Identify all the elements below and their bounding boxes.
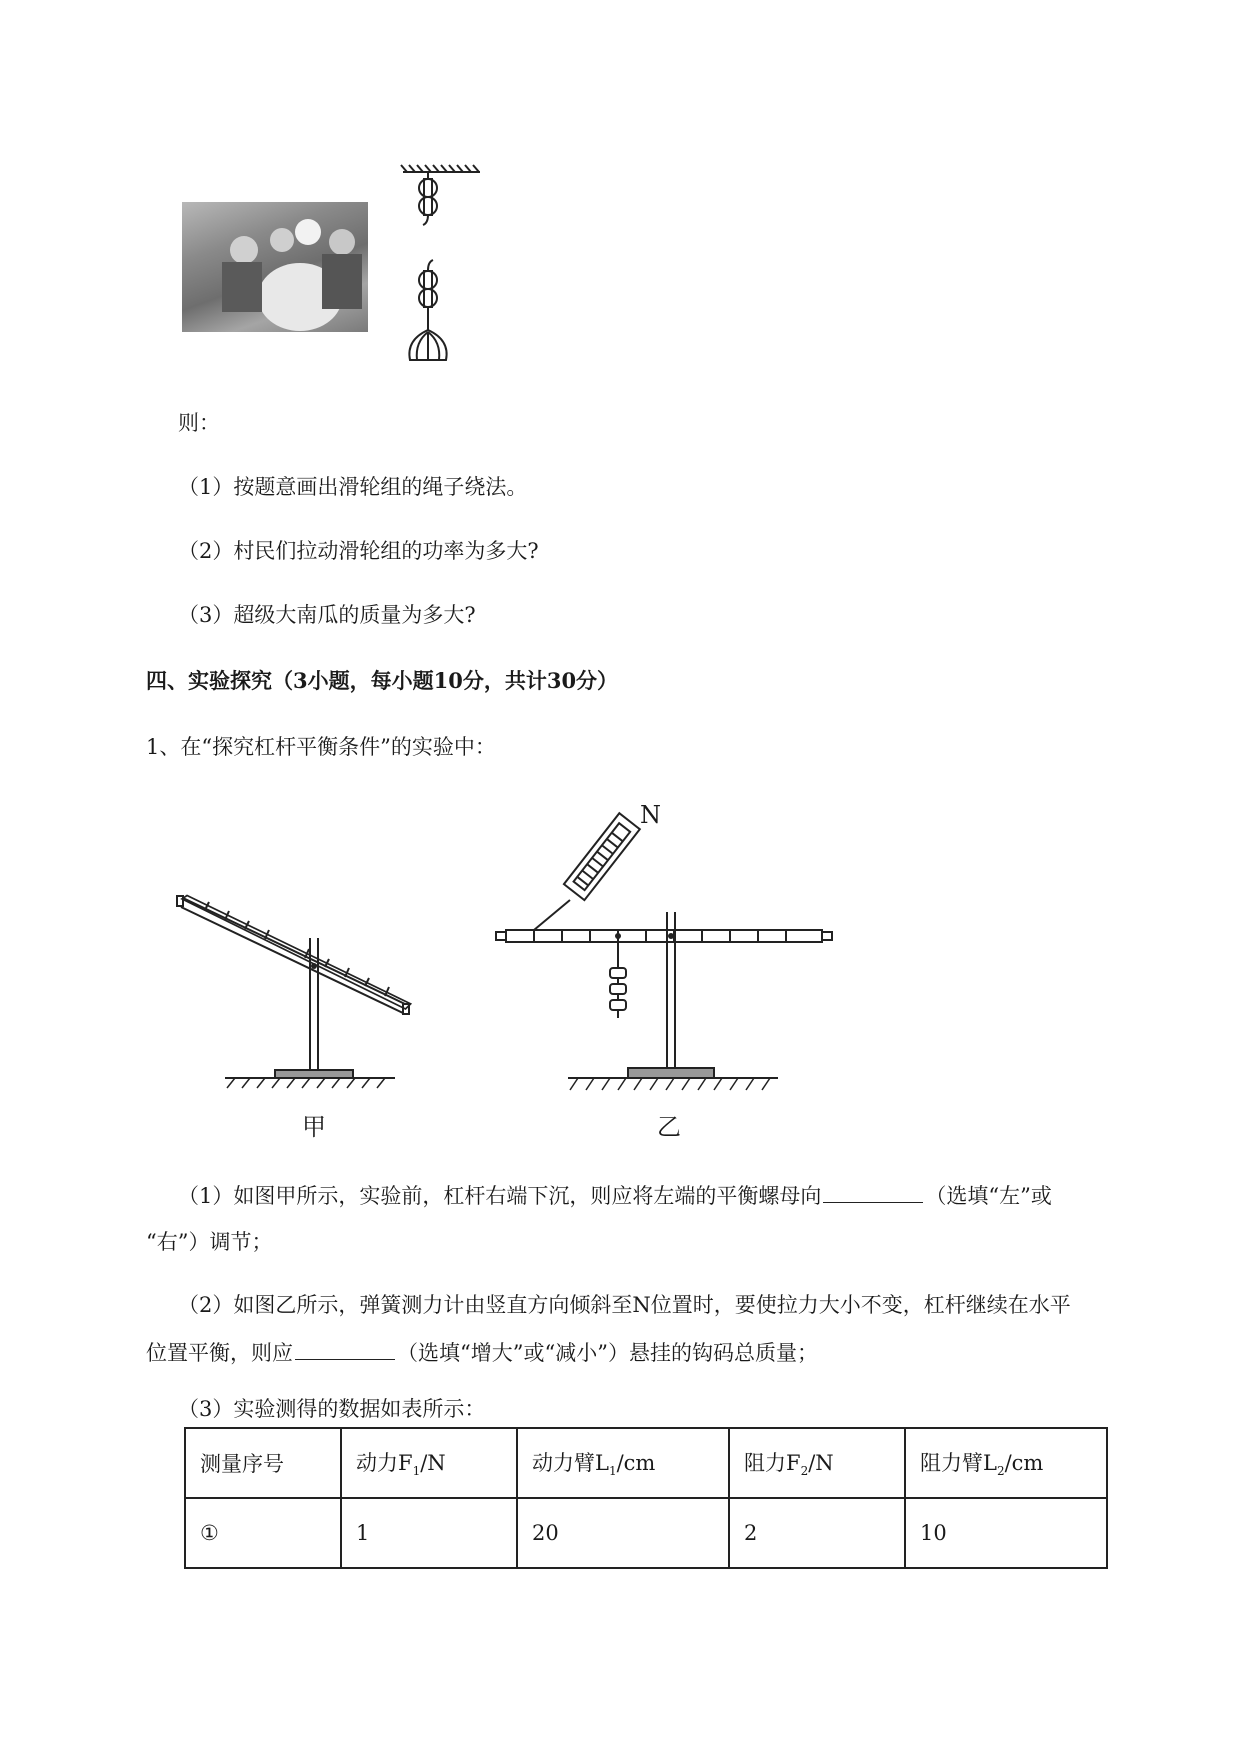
header-cell: 动力臂$L_1/cm$ <box>517 1428 729 1498</box>
header-cell: 阻力臂$L_2/cm$ <box>905 1428 1107 1498</box>
table-cell: 10 <box>905 1498 1107 1568</box>
answer-blank-1[interactable] <box>823 1180 923 1203</box>
question-1: （1）按题意画出滑轮组的绳子绕法。 <box>178 475 528 499</box>
subquestion-1-line-2: “右”）调节； <box>146 1230 273 1254</box>
header-cell: 阻力$F_2/N$ <box>729 1428 905 1498</box>
table-cell: 2 <box>729 1498 905 1568</box>
table-cell: 20 <box>517 1498 729 1568</box>
table-row <box>185 1498 1107 1568</box>
lever-diagram-jia <box>175 880 415 1120</box>
subquestion-1-line-1: （1）如图甲所示，实验前，杠杆右端下沉，则应将左端的平衡螺母向 （选填“左”或 <box>178 1180 1052 1211</box>
subquestion-3: （3）实验测得的数据如表所示： <box>178 1397 486 1421</box>
table-header-row <box>185 1428 1107 1498</box>
figure-label-n: N <box>640 801 661 829</box>
answer-blank-2[interactable] <box>295 1337 395 1360</box>
header-cell: 动力$F_1/N$ <box>341 1428 517 1498</box>
pulley-diagram <box>395 162 485 372</box>
table-cell: ① <box>185 1498 341 1568</box>
subquestion-2-line-2: 位置平衡，则应 （选填“增大”或“减小”）悬挂的钩码总质量； <box>146 1337 818 1368</box>
section-heading: 四、实验探究（3小题，每小题10分，共计30分） <box>146 668 619 693</box>
photo-people-icon <box>182 202 368 332</box>
problem-1-intro: 1、在“探究杠杆平衡条件”的实验中： <box>146 735 496 759</box>
header-cell: 测量序号 <box>185 1428 341 1498</box>
then-label: 则： <box>178 411 220 435</box>
question-3: （3）超级大南瓜的质量为多大? <box>178 603 476 627</box>
lever-diagram-yi <box>488 800 848 1120</box>
figure-label-jia: 甲 <box>302 1113 326 1141</box>
subquestion-2-line-1: （2）如图乙所示，弹簧测力计由竖直方向倾斜至N位置时，要使拉力大小不变，杠杆继续在水平 <box>178 1293 1071 1317</box>
table-cell: 1 <box>341 1498 517 1568</box>
pumpkin-photo <box>182 202 368 332</box>
figure-label-yi: 乙 <box>657 1113 681 1141</box>
data-table <box>184 1427 1108 1569</box>
question-2: （2）村民们拉动滑轮组的功率为多大? <box>178 539 539 563</box>
